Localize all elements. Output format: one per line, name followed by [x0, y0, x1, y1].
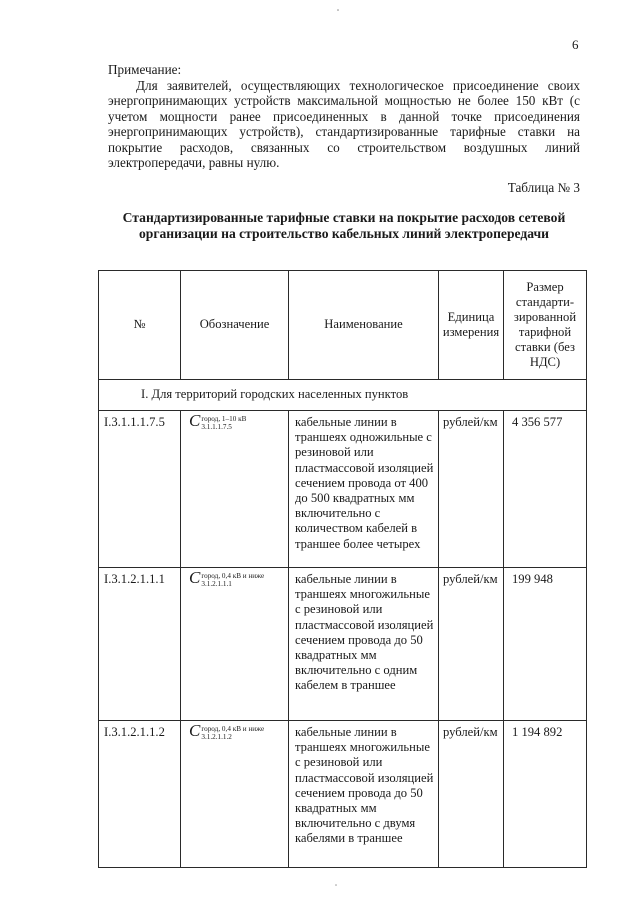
header-num: №	[99, 271, 181, 380]
row-name: кабельные линии в траншеях многожильные с резиновой или пластмассовой изоляцией сечением провода до 50 квадратных мм включительно с одним кабелем в траншее	[289, 568, 439, 721]
table-title: Стандартизированные тарифные ставки на покрытие расходов сетевой организации на строительство кабельных линий электропередачи	[122, 210, 566, 241]
page-number: 6	[572, 37, 579, 52]
row-symbol	[181, 568, 289, 721]
symbol-superscript: город, 1–10 кВ	[201, 415, 247, 423]
tariff-table	[98, 270, 587, 868]
row-value: 199 948	[504, 568, 587, 721]
row-symbol	[181, 411, 289, 568]
row-unit: рублей/км	[439, 411, 504, 568]
table-header-row	[99, 271, 587, 380]
row-symbol	[181, 721, 289, 868]
row-name: кабельные линии в траншеях многожильные с резиновой или пластмассовой изоляцией сечением провода до 50 квадратных мм включительно с двумя кабелями в траншее	[289, 721, 439, 868]
symbol-subscript: 3.1.1.1.7.5	[201, 423, 232, 431]
table-label: Таблица № 3	[507, 180, 580, 195]
header-name: Наименование	[289, 271, 439, 380]
table-row	[99, 411, 587, 568]
symbol-subscript: 3.1.2.1.1.2	[201, 733, 232, 741]
row-unit: рублей/км	[439, 721, 504, 868]
symbol-superscript: город, 0,4 кВ и ниже	[201, 725, 265, 733]
section-title: I. Для территорий городских населенных пунктов	[99, 380, 587, 411]
note-body: Для заявителей, осуществляющих технологическое присоединение своих энергопринимающих устройств максимальной мощностью не более 150 кВт (с учетом мощности ранее присоединенных в данной точке присоединения энергопринимающих устройств), стандартизированные тарифные ставки на покрытие расходов, связанных со строительством воздушных линий электропередачи, равны нулю.	[108, 77, 580, 170]
tariff-symbol	[189, 721, 265, 741]
table-row	[99, 721, 587, 868]
header-value: Размер стандарти-зированной тарифной ставки (без НДС)	[504, 271, 587, 380]
note-title: Примечание:	[108, 62, 182, 77]
symbol-superscript: город, 0,4 кВ и ниже	[201, 572, 265, 580]
note-block	[108, 62, 580, 171]
tariff-symbol	[189, 411, 247, 431]
symbol-letter: C	[189, 568, 201, 587]
section-row	[99, 380, 587, 411]
row-name: кабельные линии в траншеях одножильные с резиновой или пластмассовой изоляцией сечением провода от 400 до 500 квадратных мм включительно с количеством кабелей в траншее более четырех	[289, 411, 439, 568]
row-code: I.3.1.2.1.1.1	[99, 568, 181, 721]
row-code: I.3.1.1.1.7.5	[99, 411, 181, 568]
symbol-subscript: 3.1.2.1.1.1	[201, 580, 232, 588]
symbol-letter: C	[189, 721, 201, 740]
header-unit: Единица измерения	[439, 271, 504, 380]
header-symbol: Обозначение	[181, 271, 289, 380]
table-row	[99, 568, 587, 721]
row-value: 1 194 892	[504, 721, 587, 868]
symbol-letter: C	[189, 411, 201, 430]
row-value: 4 356 577	[504, 411, 587, 568]
row-unit: рублей/км	[439, 568, 504, 721]
tariff-symbol	[189, 568, 265, 588]
row-code: I.3.1.2.1.1.2	[99, 721, 181, 868]
